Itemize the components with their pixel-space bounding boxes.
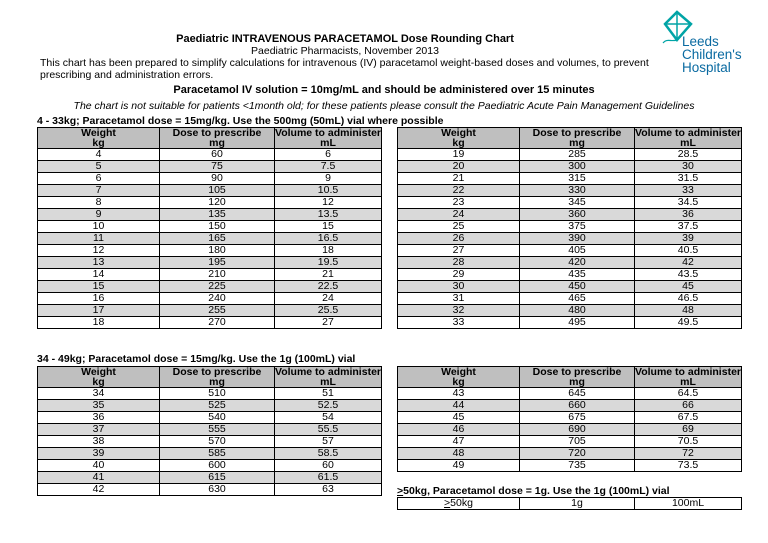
volume-cell: 43.5	[635, 269, 742, 281]
dose-cell: 90	[160, 173, 275, 185]
table-row	[38, 484, 382, 496]
volume-header	[275, 367, 382, 388]
weight-cell: 48	[398, 448, 520, 460]
weight-cell: 10	[38, 221, 160, 233]
weight-cell: 43	[398, 388, 520, 400]
dose-cell: 225	[160, 281, 275, 293]
dose-header	[520, 367, 635, 388]
weight-cell	[398, 498, 520, 510]
dose-header-label: Dose to prescribe	[172, 127, 262, 139]
dose-cell: 150	[160, 221, 275, 233]
volume-cell: 42	[635, 257, 742, 269]
dose-cell: 630	[160, 484, 275, 496]
volume-cell: 67.5	[635, 412, 742, 424]
volume-cell: 64.5	[635, 388, 742, 400]
dose-cell: 375	[520, 221, 635, 233]
dose-table-4-18kg	[37, 127, 382, 329]
dose-cell: 735	[520, 460, 635, 472]
weight-cell: 23	[398, 197, 520, 209]
weight-cell: 46	[398, 424, 520, 436]
volume-cell: 30	[635, 161, 742, 173]
volume-cell: 48	[635, 305, 742, 317]
weight-cell: 37	[38, 424, 160, 436]
volume-cell: 12	[275, 197, 382, 209]
weight-cell: 42	[38, 484, 160, 496]
weight-cell: 38	[38, 436, 160, 448]
dose-cell: 210	[160, 269, 275, 281]
weight-cell: 33	[398, 317, 520, 329]
weight-cell: 8	[38, 197, 160, 209]
section-3-heading-text: 50kg, Paracetamol dose = 1g. Use the 1g (100mL) vial	[403, 485, 670, 497]
table-row	[398, 281, 742, 293]
volume-cell: 70.5	[635, 436, 742, 448]
weight-cell: 16	[38, 293, 160, 305]
volume-cell: 39	[635, 233, 742, 245]
dose-cell: 585	[160, 448, 275, 460]
table-header-row	[398, 128, 742, 149]
table-row	[38, 436, 382, 448]
dose-cell: 360	[520, 209, 635, 221]
table-row	[398, 293, 742, 305]
dose-header-label: Dose to prescribe	[172, 366, 262, 378]
volume-cell: 36	[635, 209, 742, 221]
weight-cell: 18	[38, 317, 160, 329]
weight-cell: 30	[398, 281, 520, 293]
dose-cell: 600	[160, 460, 275, 472]
weight-cell: 17	[38, 305, 160, 317]
volume-cell: 57	[275, 436, 382, 448]
table-row	[38, 448, 382, 460]
weight-header-label: Weight	[441, 127, 476, 139]
dose-cell: 390	[520, 233, 635, 245]
table-row	[38, 161, 382, 173]
volume-cell: 49.5	[635, 317, 742, 329]
volume-cell: 37.5	[635, 221, 742, 233]
volume-cell: 51	[275, 388, 382, 400]
weight-cell: 44	[398, 400, 520, 412]
weight-header-label: Weight	[81, 366, 116, 378]
volume-cell: 21	[275, 269, 382, 281]
table-row	[38, 412, 382, 424]
dose-cell: 300	[520, 161, 635, 173]
dose-cell: 465	[520, 293, 635, 305]
section-2-heading: 34 - 49kg; Paracetamol dose = 15mg/kg. Use the 1g (100mL) vial	[37, 353, 356, 365]
volume-header-unit: mL	[320, 376, 336, 388]
dose-cell: 420	[520, 257, 635, 269]
dose-cell: 240	[160, 293, 275, 305]
volume-cell: 66	[635, 400, 742, 412]
table-row	[398, 305, 742, 317]
volume-cell: 54	[275, 412, 382, 424]
weight-cell: 29	[398, 269, 520, 281]
volume-cell: 61.5	[275, 472, 382, 484]
volume-cell: 34.5	[635, 197, 742, 209]
dose-cell: 135	[160, 209, 275, 221]
dose-cell: 270	[160, 317, 275, 329]
dose-cell: 75	[160, 161, 275, 173]
weight-cell: 20	[398, 161, 520, 173]
logo-line-2: Children's	[682, 47, 742, 62]
volume-header	[635, 128, 742, 149]
dose-cell: 60	[160, 149, 275, 161]
weight-header-unit: kg	[92, 376, 105, 388]
weight-cell: 45	[398, 412, 520, 424]
volume-cell: 6	[275, 149, 382, 161]
volume-cell: 27	[275, 317, 382, 329]
table-row	[398, 185, 742, 197]
dose-header	[160, 128, 275, 149]
table-row	[38, 257, 382, 269]
dose-cell: 285	[520, 149, 635, 161]
dose-cell: 345	[520, 197, 635, 209]
gte-symbol: >	[397, 485, 404, 497]
weight-cell: 9	[38, 209, 160, 221]
weight-header	[398, 367, 520, 388]
solution-strength: Paracetamol IV solution = 10mg/mL and should be administered over 15 minutes	[173, 84, 595, 96]
table-row	[398, 388, 742, 400]
page-title: Paediatric INTRAVENOUS PARACETAMOL Dose Rounding Chart	[176, 33, 514, 45]
table-row	[38, 293, 382, 305]
volume-header	[635, 367, 742, 388]
volume-cell: 52.5	[275, 400, 382, 412]
table-row	[398, 209, 742, 221]
table-row	[398, 317, 742, 329]
weight-header-unit: kg	[92, 137, 105, 149]
dose-cell: 525	[160, 400, 275, 412]
weight-cell: 25	[398, 221, 520, 233]
volume-cell: 69	[635, 424, 742, 436]
page-subtitle: Paediatric Pharmacists, November 2013	[251, 45, 439, 57]
dose-header-unit: mg	[569, 137, 585, 149]
weight-header-label: Weight	[81, 127, 116, 139]
dose-cell: 435	[520, 269, 635, 281]
table-row	[398, 233, 742, 245]
dose-header	[520, 128, 635, 149]
dose-cell: 1g	[520, 498, 635, 510]
weight-header	[38, 367, 160, 388]
table-row	[398, 269, 742, 281]
dose-header-unit: mg	[209, 137, 225, 149]
dose-cell: 645	[520, 388, 635, 400]
weight-cell: 13	[38, 257, 160, 269]
table-row	[38, 281, 382, 293]
weight-cell: 27	[398, 245, 520, 257]
dose-header-label: Dose to prescribe	[532, 127, 622, 139]
table-row	[398, 498, 742, 510]
weight-cell: 6	[38, 173, 160, 185]
table-row	[38, 424, 382, 436]
weight-cell: 21	[398, 173, 520, 185]
volume-cell: 60	[275, 460, 382, 472]
table-row	[38, 269, 382, 281]
dose-cell: 405	[520, 245, 635, 257]
weight-cell: 7	[38, 185, 160, 197]
weight-cell: 19	[398, 149, 520, 161]
weight-cell: 24	[398, 209, 520, 221]
table-header-row	[398, 367, 742, 388]
volume-cell: 46.5	[635, 293, 742, 305]
weight-cell: 34	[38, 388, 160, 400]
dose-table-19-33kg	[397, 127, 742, 329]
section-1-heading: 4 - 33kg; Paracetamol dose = 15mg/kg. Use the 500mg (50mL) vial where possible	[37, 115, 444, 127]
volume-cell: 25.5	[275, 305, 382, 317]
weight-header-unit: kg	[452, 376, 465, 388]
dose-table-34-42kg	[37, 366, 382, 496]
table-row	[398, 245, 742, 257]
dose-cell: 330	[520, 185, 635, 197]
weight-cell: 28	[398, 257, 520, 269]
volume-cell: 19.5	[275, 257, 382, 269]
dose-cell: 705	[520, 436, 635, 448]
volume-cell: 72	[635, 448, 742, 460]
weight-cell: 31	[398, 293, 520, 305]
dose-cell: 555	[160, 424, 275, 436]
dose-cell: 660	[520, 400, 635, 412]
dose-cell: 495	[520, 317, 635, 329]
volume-header-unit: mL	[680, 376, 696, 388]
weight-cell: 15	[38, 281, 160, 293]
weight-cell: 40	[38, 460, 160, 472]
weight-cell: 41	[38, 472, 160, 484]
dose-header-unit: mg	[209, 376, 225, 388]
volume-cell: 100mL	[635, 498, 742, 510]
dose-header-label: Dose to prescribe	[532, 366, 622, 378]
volume-cell: 28.5	[635, 149, 742, 161]
table-row	[38, 472, 382, 484]
table-row	[38, 185, 382, 197]
weight-cell: 14	[38, 269, 160, 281]
dose-cell: 195	[160, 257, 275, 269]
dose-cell: 315	[520, 173, 635, 185]
weight-cell: 32	[398, 305, 520, 317]
weight-value: 50kg	[450, 497, 473, 509]
table-row	[398, 400, 742, 412]
logo-line-1: Leeds	[682, 34, 719, 49]
weight-cell: 35	[38, 400, 160, 412]
volume-header-label: Volume to administer	[635, 366, 741, 378]
volume-cell: 16.5	[275, 233, 382, 245]
weight-cell: 5	[38, 161, 160, 173]
volume-header-label: Volume to administer	[635, 127, 741, 139]
table-header-row	[38, 367, 382, 388]
table-row	[38, 173, 382, 185]
weight-header-label: Weight	[441, 366, 476, 378]
volume-header-label: Volume to administer	[275, 127, 381, 139]
hospital-logo	[655, 10, 755, 80]
table-row	[398, 460, 742, 472]
dose-header	[160, 367, 275, 388]
dose-cell: 570	[160, 436, 275, 448]
volume-header	[275, 128, 382, 149]
table-row	[398, 161, 742, 173]
table-row	[398, 173, 742, 185]
volume-cell: 73.5	[635, 460, 742, 472]
volume-cell: 15	[275, 221, 382, 233]
volume-cell: 45	[635, 281, 742, 293]
dose-cell: 180	[160, 245, 275, 257]
dose-header-unit: mg	[569, 376, 585, 388]
volume-cell: 18	[275, 245, 382, 257]
weight-cell: 22	[398, 185, 520, 197]
table-header-row	[38, 128, 382, 149]
weight-cell: 47	[398, 436, 520, 448]
dose-cell: 120	[160, 197, 275, 209]
volume-header-unit: mL	[680, 137, 696, 149]
intro-text: This chart has been prepared to simplify calculations for intravenous (IV) paracetamol weight-based doses and volumes, to prevent prescribing and administration errors.	[40, 57, 649, 81]
weight-cell: 4	[38, 149, 160, 161]
volume-cell: 9	[275, 173, 382, 185]
volume-header-unit: mL	[320, 137, 336, 149]
weight-cell: 36	[38, 412, 160, 424]
dose-table-43-49kg	[397, 366, 742, 472]
dose-cell: 540	[160, 412, 275, 424]
volume-cell: 7.5	[275, 161, 382, 173]
table-row	[38, 400, 382, 412]
weight-cell: 39	[38, 448, 160, 460]
volume-cell: 24	[275, 293, 382, 305]
table-row	[398, 257, 742, 269]
volume-cell: 40.5	[635, 245, 742, 257]
volume-header-label: Volume to administer	[275, 366, 381, 378]
table-row	[38, 221, 382, 233]
table-row	[38, 317, 382, 329]
dose-cell: 615	[160, 472, 275, 484]
table-row	[38, 460, 382, 472]
dose-table-50kg-plus	[397, 497, 742, 510]
dose-cell: 510	[160, 388, 275, 400]
weight-cell: 26	[398, 233, 520, 245]
weight-cell: 11	[38, 233, 160, 245]
dose-cell: 675	[520, 412, 635, 424]
dose-cell: 105	[160, 185, 275, 197]
weight-header-unit: kg	[452, 137, 465, 149]
volume-cell: 55.5	[275, 424, 382, 436]
dose-cell: 255	[160, 305, 275, 317]
table-row	[398, 412, 742, 424]
table-row	[398, 448, 742, 460]
table-row	[398, 436, 742, 448]
dose-cell: 480	[520, 305, 635, 317]
table-row	[398, 221, 742, 233]
dose-cell: 690	[520, 424, 635, 436]
table-row	[38, 197, 382, 209]
dose-cell: 165	[160, 233, 275, 245]
volume-cell: 13.5	[275, 209, 382, 221]
table-row	[398, 197, 742, 209]
table-row	[38, 149, 382, 161]
table-row	[398, 424, 742, 436]
dose-cell: 450	[520, 281, 635, 293]
table-row	[38, 245, 382, 257]
volume-cell: 58.5	[275, 448, 382, 460]
weight-cell: 49	[398, 460, 520, 472]
volume-cell: 33	[635, 185, 742, 197]
volume-cell: 63	[275, 484, 382, 496]
gte-symbol: >	[444, 497, 451, 509]
volume-cell: 31.5	[635, 173, 742, 185]
table-row	[38, 388, 382, 400]
weight-header	[398, 128, 520, 149]
weight-cell: 12	[38, 245, 160, 257]
volume-cell: 10.5	[275, 185, 382, 197]
age-warning: The chart is not suitable for patients <1month old; for these patients please consult the Paediatric Acute Pain Management Guidelines	[73, 100, 695, 112]
weight-header	[38, 128, 160, 149]
dose-cell: 720	[520, 448, 635, 460]
table-row	[38, 209, 382, 221]
logo-line-3: Hospital	[682, 60, 731, 75]
table-row	[38, 233, 382, 245]
volume-cell: 22.5	[275, 281, 382, 293]
section-3-heading	[397, 485, 670, 497]
table-row	[398, 149, 742, 161]
table-row	[38, 305, 382, 317]
